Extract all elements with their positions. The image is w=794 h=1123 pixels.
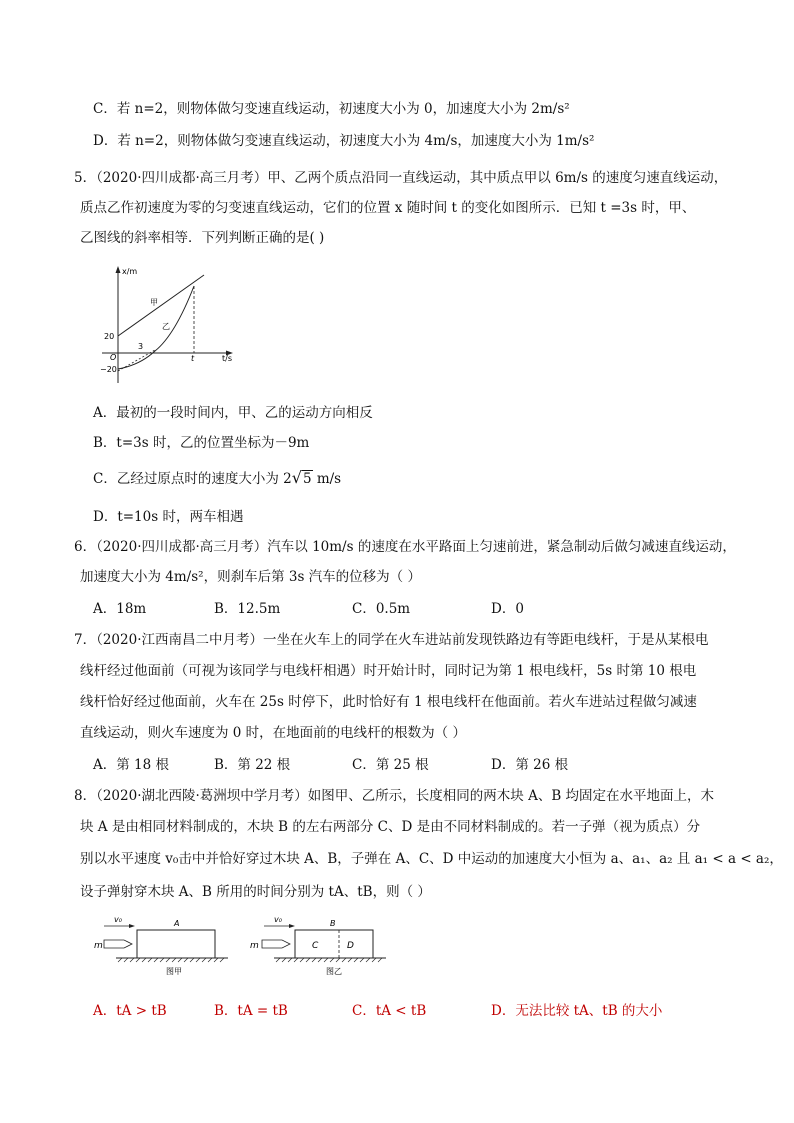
q5-line2: 质点乙作初速度为零的匀变速直线运动，它们的位置 x 随时间 t 的变化如图所示．已知 t =3s 时，甲、 xyxy=(80,200,696,216)
q6-option-b: B．12.5m xyxy=(214,601,281,617)
fig1-ground-hatch xyxy=(118,958,224,962)
q8-line4: 设子弹射穿木块 A、B 所用的时间分别为 tA、tB，则（ ） xyxy=(80,884,431,900)
fig2-ground-hatch xyxy=(276,958,382,962)
fig2-v0-label: v₀ xyxy=(274,915,282,924)
q5-option-d: D．t=10s 时，两车相遇 xyxy=(93,509,244,525)
fig2-caption: 图乙 xyxy=(326,967,342,976)
curve-jia xyxy=(118,275,204,336)
fig2-bullet xyxy=(262,940,290,948)
fig2-block-b-label: B xyxy=(330,919,336,928)
q8-option-a: A．tA > tB xyxy=(93,1003,167,1019)
q7-line4: 直线运动，则火车速度为 0 时，在地面前的电线杆的根数为（ ） xyxy=(80,725,466,741)
q8-line1: 8．（2020·湖北西陵·葛洲坝中学月考）如图甲、乙所示，长度相同的两木块 A、B 均固定在水平地面上，木 xyxy=(74,788,715,804)
q8-option-b: B．tA = tB xyxy=(214,1003,288,1019)
fig1-bullet xyxy=(104,940,132,948)
sqrt-symbol: √ xyxy=(291,468,302,487)
q5-position-time-graph xyxy=(100,263,245,388)
option-d-prev: D．若 n=2，则物体做匀变速直线运动，初速度大小为 4m/s，加速度大小为 1m/s² xyxy=(93,133,595,149)
t-label: t xyxy=(191,354,195,363)
fig1-block-a-label: A xyxy=(174,919,180,928)
q7-option-b: B．第 22 根 xyxy=(214,757,291,773)
q5-option-b: B．t=3s 时，乙的位置坐标为－9m xyxy=(93,435,310,451)
fig1-velocity-arrowhead xyxy=(129,924,135,928)
q8-option-c: C．tA < tB xyxy=(352,1003,427,1019)
q5-line3: 乙图线的斜率相等．下列判断正确的是( ) xyxy=(80,230,325,246)
origin-label: O xyxy=(110,353,117,362)
q8-line3: 别以水平速度 v₀击中并恰好穿过木块 A、B，子弹在 A、C、D 中运动的加速度大小恒为 a、a₁、a₂ 且 a₁ < a < a₂， xyxy=(80,851,783,867)
q8-block-figures xyxy=(88,912,418,980)
fig2-part-d-label: D xyxy=(347,941,354,951)
q6-line1: 6．（2020·四川成都·高三月考）汽车以 10m/s 的速度在水平路面上匀速前进，紧急制动后做匀减速直线运动， xyxy=(74,539,736,555)
y-axis-arrow xyxy=(116,266,121,273)
q5-option-c-text: C．乙经过原点时的速度大小为 xyxy=(93,471,279,487)
q5-line1: 5．（2020·四川成都·高三月考）甲、乙两个质点沿同一直线运动，其中质点甲以 6m/s 的速度匀速直线运动， xyxy=(74,170,728,186)
fig2-block-b xyxy=(295,930,373,958)
curve-yi-label: 乙 xyxy=(162,322,170,331)
t3-label: 3 xyxy=(138,342,144,351)
fig2-velocity-arrowhead xyxy=(289,924,295,928)
fig1-mass-label: m xyxy=(94,941,103,951)
fig1-v0-label: v₀ xyxy=(114,915,122,924)
q5-option-c xyxy=(93,468,341,489)
q8-option-d: D．无法比较 tA、tB 的大小 xyxy=(491,1003,663,1019)
y-tick-20: 20 xyxy=(104,332,115,341)
fig2-part-c-label: C xyxy=(312,941,319,951)
q7-line1: 7．（2020·江西南昌二中月考）一坐在火车上的同学在火车进站前发现铁路边有等距电线杆，于是从某根电 xyxy=(74,632,709,648)
q7-option-c: C．第 25 根 xyxy=(352,757,429,773)
x-axis-label: t/s xyxy=(222,354,232,363)
q6-option-c: C．0.5m xyxy=(352,601,411,617)
q7-option-d: D．第 26 根 xyxy=(491,757,569,773)
fig2-mass-label: m xyxy=(250,941,259,951)
option-c-prev: C．若 n=2，则物体做匀变速直线运动，初速度大小为 0，加速度大小为 2m/s² xyxy=(93,101,570,117)
fig1-caption: 图甲 xyxy=(166,967,182,976)
q7-line3: 线杆恰好经过他面前，火车在 25s 时停下，此时恰好有 1 根电线杆在他面前。若火车进站过程做匀减速 xyxy=(80,694,697,710)
q8-line2: 块 A 是由相同材料制成的，木块 B 的左右两部分 C、D 是由不同材料制成的。若一子弹（视为质点）分 xyxy=(80,819,701,835)
q5-option-a: A．最初的一段时间内，甲、乙的运动方向相反 xyxy=(93,405,373,421)
q6-option-d: D．0 xyxy=(491,601,524,617)
q6-line2: 加速度大小为 4m/s²，则刹车后第 3s 汽车的位移为（ ） xyxy=(80,569,421,585)
y-axis-label: x/m xyxy=(122,267,138,276)
q7-option-a: A．第 18 根 xyxy=(93,757,170,773)
q7-line2: 线杆经过他面前（可视为该同学与电线杆相遇）时开始计时，同时记为第 1 根电线杆，5s 时第 10 根电 xyxy=(80,663,697,679)
y-tick-neg20: −20 xyxy=(100,365,117,374)
q5-option-c-coef: 2 xyxy=(283,471,292,487)
fig1-block-a xyxy=(137,930,215,958)
q5-option-c-unit: m/s xyxy=(316,471,342,487)
curve-jia-label: 甲 xyxy=(150,298,158,307)
q6-option-a: A．18m xyxy=(93,601,147,617)
q5-option-c-root: 5 xyxy=(302,471,312,487)
